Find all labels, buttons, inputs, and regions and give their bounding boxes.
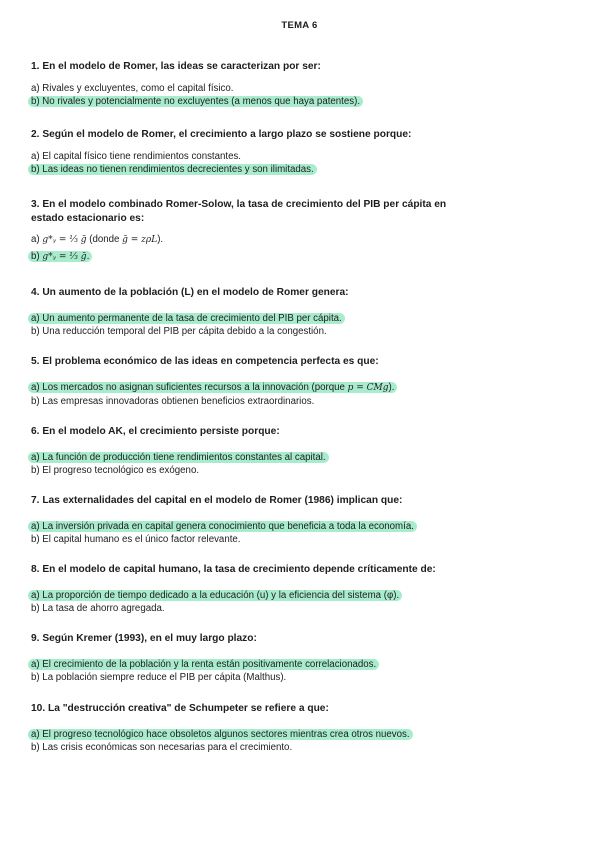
question-4	[31, 286, 531, 338]
question-3	[31, 198, 531, 264]
question-1	[31, 60, 531, 108]
question-6	[31, 425, 531, 477]
question-8	[31, 563, 531, 615]
question-2	[31, 128, 531, 176]
question-text: 10. La "destrucción creativa" de Schumpeter se refiere a que:	[31, 703, 329, 714]
option-a-highlighted: a) Un aumento permanente de la tasa de crecimiento del PIB per cápita.	[31, 312, 531, 325]
question-text: 8. En el modelo de capital humano, la tasa de crecimiento depende críticamente de:	[31, 564, 436, 575]
option-a-highlighted: a) Los mercados no asignan suficientes recursos a la innovación (porque p = CMg).	[31, 381, 531, 395]
option-b-highlighted: b) g*ᵧ = ⅓ ḡ.	[31, 250, 531, 264]
option-a-highlighted: a) El crecimiento de la población y la renta están positivamente correlacionados.	[31, 658, 531, 671]
formula: g*ᵧ = ⅓ ḡ	[42, 235, 87, 245]
option-b: b) Las empresas innovadoras obtienen beneficios extraordinarios.	[31, 396, 315, 407]
option-b: b) Una reducción temporal del PIB per cápita debido a la congestión.	[31, 326, 327, 337]
formula: p = CMg	[347, 383, 389, 393]
question-text: 1. En el modelo de Romer, las ideas se caracterizan por ser:	[31, 61, 321, 72]
question-text: 2. Según el modelo de Romer, el crecimiento a largo plazo se sostiene porque:	[31, 129, 412, 140]
question-9	[31, 632, 531, 684]
question-text-line-1: 3. En el modelo combinado Romer-Solow, la tasa de crecimiento del PIB per cápita en	[31, 199, 447, 210]
page-title: TEMA 6	[281, 20, 318, 31]
option-a: a) g*ᵧ = ⅓ ḡ (donde ḡ = zρL).	[31, 234, 164, 245]
question-text: 6. En el modelo AK, el crecimiento persiste porque:	[31, 426, 280, 437]
question-10	[31, 702, 531, 754]
option-b-highlighted: b) Las ideas no tienen rendimientos decrecientes y son ilimitadas.	[31, 163, 531, 176]
option-a-highlighted: a) La inversión privada en capital genera conocimiento que beneficia a toda la economía.	[31, 520, 531, 533]
question-text-line-2: estado estacionario es:	[31, 213, 145, 224]
question-text: 5. El problema económico de las ideas en competencia perfecta es que:	[31, 356, 379, 367]
option-a-highlighted: a) El progreso tecnológico hace obsoletos algunos sectores mientras crea otros nuevos.	[31, 728, 531, 741]
option-a-highlighted: a) La función de producción tiene rendimientos constantes al capital.	[31, 451, 531, 464]
option-b: b) El progreso tecnológico es exógeno.	[31, 465, 200, 476]
option-a: a) Rivales y excluyentes, como el capital físico.	[31, 83, 234, 94]
option-a-highlighted: a) La proporción de tiempo dedicado a la educación (u) y la eficiencia del sistema (φ).	[31, 589, 531, 602]
question-text: 7. Las externalidades del capital en el modelo de Romer (1986) implican que:	[31, 495, 403, 506]
question-text: 4. Un aumento de la población (L) en el modelo de Romer genera:	[31, 287, 349, 298]
option-b: b) El capital humano es el único factor relevante.	[31, 534, 241, 545]
question-5	[31, 355, 531, 408]
option-b-highlighted: b) No rivales y potencialmente no excluyentes (a menos que haya patentes).	[31, 95, 531, 108]
formula: g*ᵧ = ⅓ ḡ.	[42, 252, 90, 262]
question-text: 9. Según Kremer (1993), en el muy largo plazo:	[31, 633, 257, 644]
option-b: b) Las crisis económicas son necesarias para el crecimiento.	[31, 742, 293, 753]
option-b: b) La población siempre reduce el PIB per cápita (Malthus).	[31, 672, 287, 683]
question-7	[31, 494, 531, 546]
formula: ḡ = zρL	[122, 235, 158, 245]
option-a: a) El capital físico tiene rendimientos constantes.	[31, 151, 242, 162]
option-b: b) La tasa de ahorro agregada.	[31, 603, 165, 614]
